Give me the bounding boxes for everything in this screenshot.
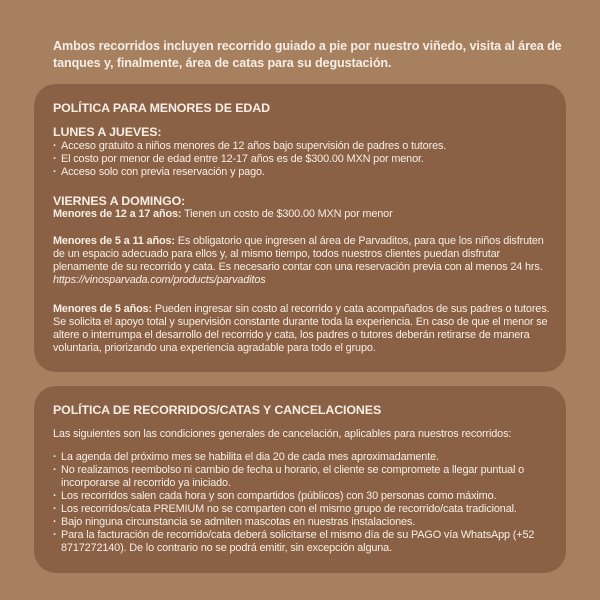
cancel-item: · Bajo ninguna circunstancia se admiten mascotas en nuestras instalaciones. xyxy=(53,516,543,529)
cancel-policy-panel xyxy=(34,386,566,573)
cancel-policy-list xyxy=(53,451,543,555)
weekday-item: · El costo por menor de edad entre 12-17 años es de $300.00 MXN por menor. xyxy=(53,153,558,166)
minors-policy-panel xyxy=(34,84,566,372)
age-5-11-text: Es obligatorio que ingresen al área de Parvaditos, para que los niños disfruten de un espacio adecuado para ellos y, al mismo tiempo, todos nuestros clientes puedan disfrutar plenamente de su recorrido y cata. Es necesario contar con una reservación previa con al menos 24 hrs. xyxy=(53,235,544,273)
parvaditos-link[interactable]: https://vinosparvada.com/products/parvaditos xyxy=(53,274,266,286)
age-12-17-label: Menores de 12 a 17 años: xyxy=(53,208,182,220)
age-5-11-label: Menores de 5 a 11 años: xyxy=(53,235,175,247)
cancel-item: · La agenda del próximo mes se habilita el dia 20 de cada mes aproximadamente. xyxy=(53,451,543,464)
age-12-17-paragraph xyxy=(53,208,558,221)
cancel-item: · Para la facturación de recorrido/cata deberá solicitarse el mismo día de su PAGO vía WhatsApp (+52 8717272140). De lo contrario no se podrá emitir, sin excepción alguna. xyxy=(53,529,543,555)
minors-policy-title: POLÍTICA PARA MENORES DE EDAD xyxy=(53,101,270,115)
weekend-heading: VIERNES A DOMINGO: xyxy=(53,194,186,208)
cancel-item: · Los recorridos/cata PREMIUM no se comparten con el mismo grupo de recorrido/cata tradicional. xyxy=(53,503,543,516)
cancel-item: · No realizamos reembolso ni cambio de fecha u horario, el cliente se compromete a llegar puntual o incorporarse al recorrido ya iniciado. xyxy=(53,464,543,490)
cancel-policy-intro: Las siguientes son las condiciones generales de cancelación, aplicables para nuestros recorridos: xyxy=(53,428,512,440)
under-5-text: Pueden ingresar sin costo al recorrido y cata acompañados de sus padres o tutores. Se solicita el apoyo total y supervisión constante durante toda la experiencia. En caso de que el menor se altere o interrumpa el desarrollo del recorrido y cata, los padres o tutores deberán retirarse de manera voluntaria, priorizando una experiencia agradable para todo el grupo. xyxy=(53,303,550,354)
under-5-paragraph xyxy=(53,303,558,355)
under-5-label: Menores de 5 años: xyxy=(53,303,152,315)
weekday-item: · Acceso gratuito a niños menores de 12 años bajo supervisión de padres o tutores. xyxy=(53,140,558,153)
age-12-17-text: Tienen un costo de $300.00 MXN por menor xyxy=(181,208,393,220)
intro-text: Ambos recorridos incluyen recorrido guiado a pie por nuestro viñedo, visita al área de tanques y, finalmente, área de catas para su degustación. xyxy=(53,39,562,70)
weekday-heading: LUNES A JUEVES: xyxy=(53,125,162,139)
cancel-policy-title: POLÍTICA DE RECORRIDOS/CATAS Y CANCELACIONES xyxy=(53,403,382,417)
age-5-11-paragraph xyxy=(53,235,558,287)
cancel-item: · Los recorridos salen cada hora y son compartidos (públicos) con 30 personas como máximo. xyxy=(53,490,543,503)
weekday-item: · Acceso solo con previa reservación y pago. xyxy=(53,166,558,179)
weekday-list xyxy=(53,140,558,179)
